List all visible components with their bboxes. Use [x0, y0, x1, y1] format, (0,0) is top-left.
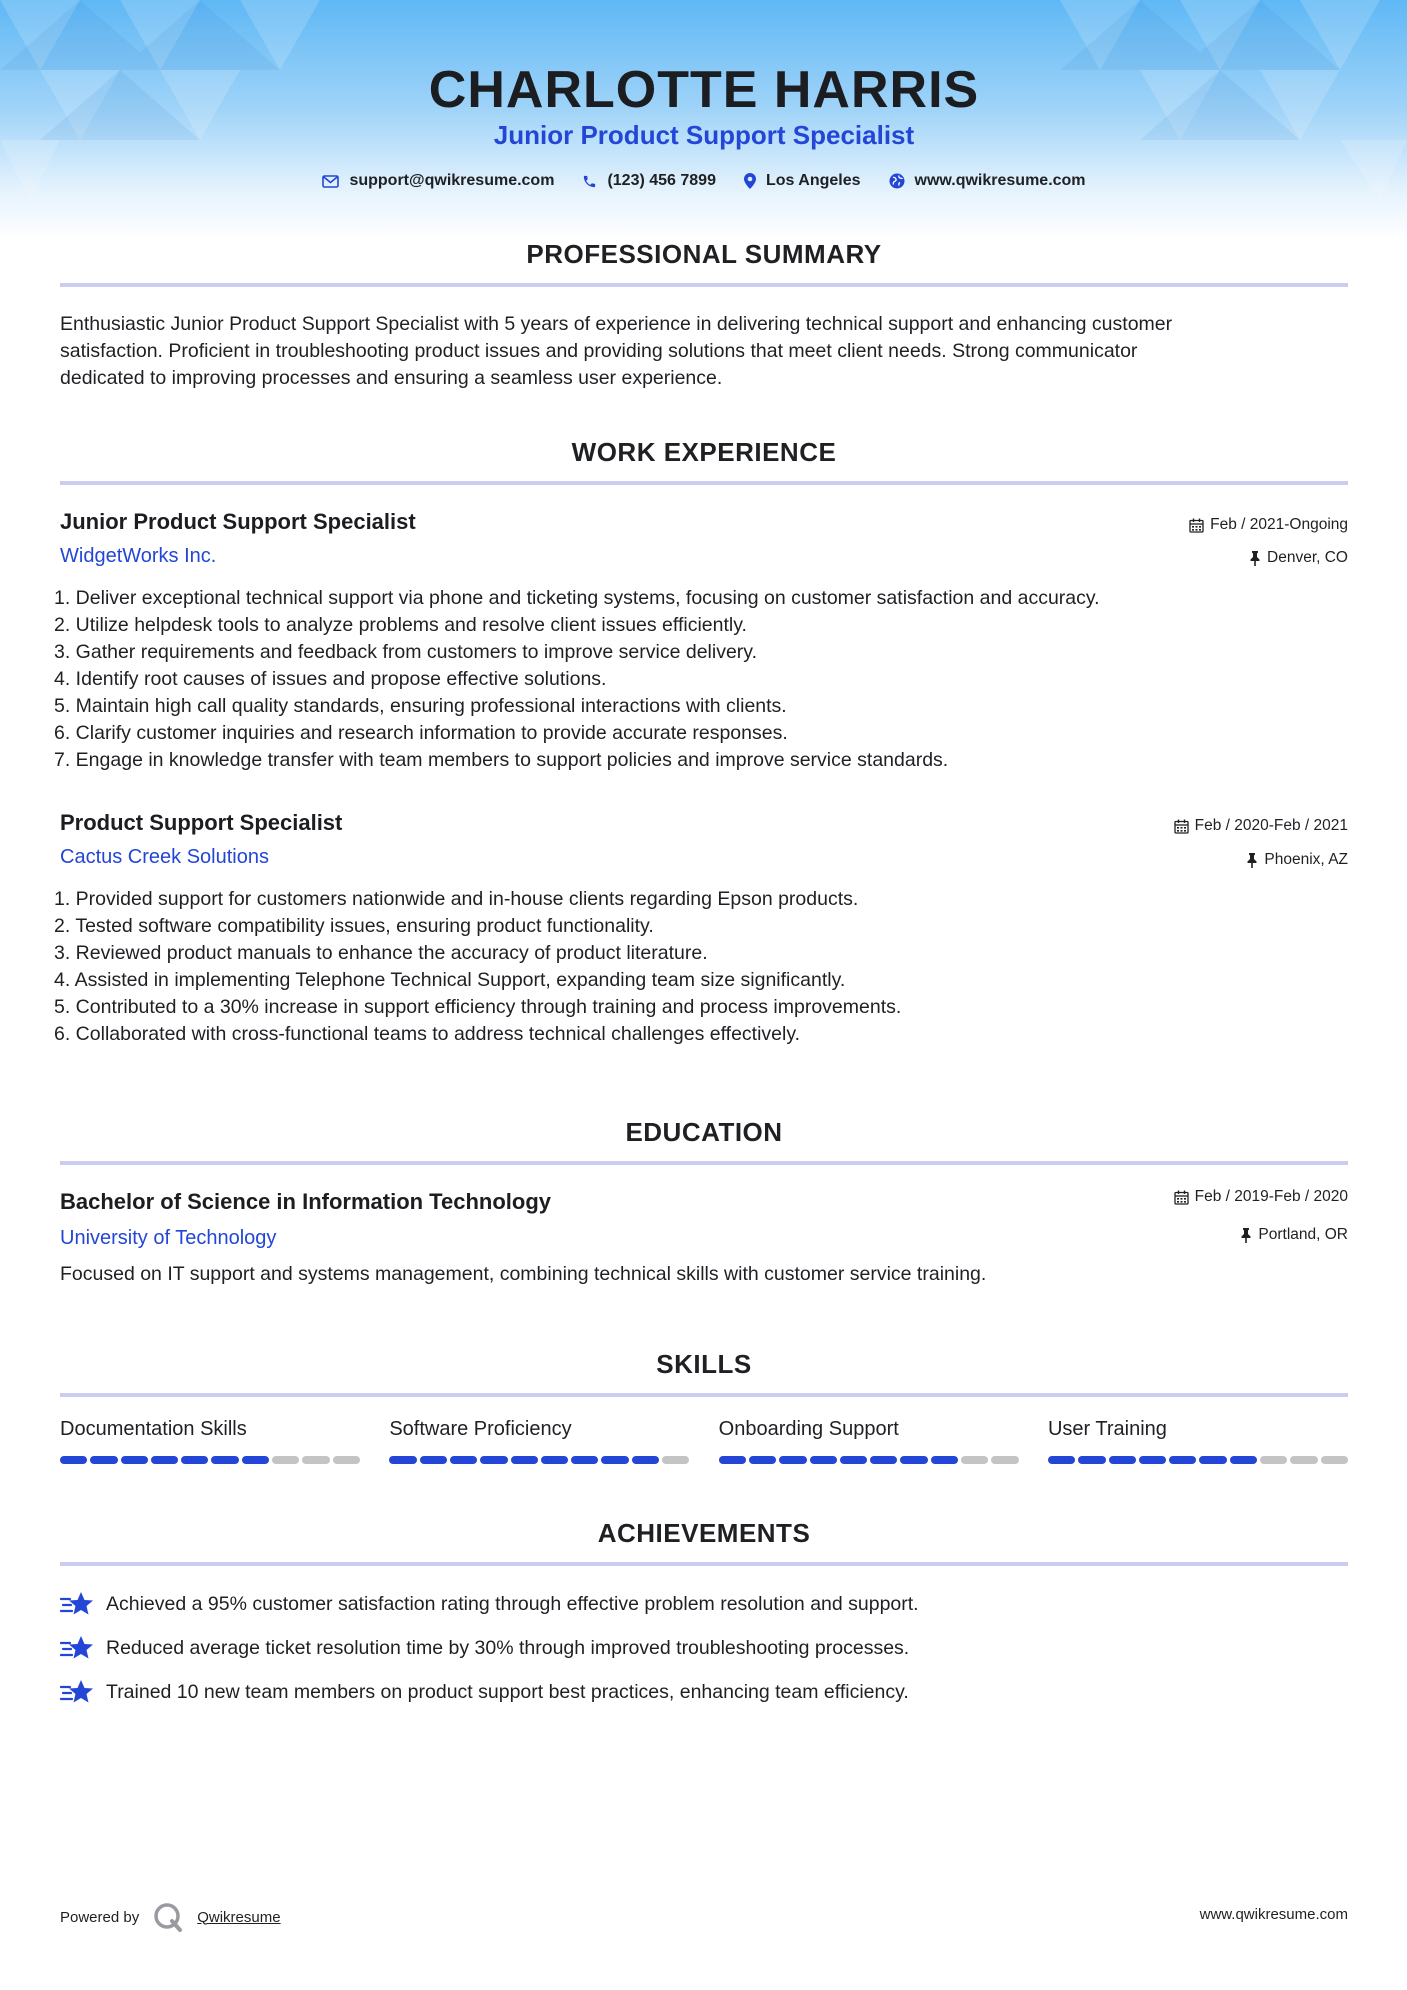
pushpin-icon [1240, 1228, 1252, 1243]
skill-segment-filled [571, 1456, 598, 1464]
brand-link[interactable]: Qwikresume [197, 1908, 281, 1926]
skill-item [60, 1418, 360, 1464]
map-pin-icon [744, 173, 756, 189]
contact-email[interactable] [322, 172, 554, 190]
skill-item [719, 1418, 1019, 1464]
list-item: 6. Collaborated with cross-functional teams to address technical challenges effectively. [54, 1023, 801, 1045]
skill-name: Software Proficiency [389, 1418, 572, 1440]
education-dates [1174, 1188, 1348, 1206]
job-responsibilities [54, 886, 1354, 1048]
skill-segment-filled [242, 1456, 269, 1464]
contact-email-text: support@qwikresume.com [349, 172, 555, 189]
skill-segment-filled [632, 1456, 659, 1464]
skill-segment-filled [511, 1456, 538, 1464]
skill-segment-empty [1260, 1456, 1287, 1464]
skill-segment-filled [810, 1456, 837, 1464]
candidate-name: CHARLOTTE HARRIS [428, 61, 980, 119]
contact-location-text: Los Angeles [765, 172, 861, 189]
list-item: 4. Identify root causes of issues and propose effective solutions. [54, 668, 607, 690]
shooting-star-icon [60, 1634, 94, 1662]
footer-powered-by [60, 1902, 281, 1932]
experience-heading: WORK EXPERIENCE [571, 437, 837, 467]
skill-name: User Training [1047, 1418, 1167, 1440]
qwikresume-logo-icon [153, 1902, 183, 1932]
skill-segment-filled [450, 1456, 477, 1464]
skill-segment-filled [1048, 1456, 1075, 1464]
job-dates-text: Feb / 2020-Feb / 2021 [1194, 817, 1348, 834]
skill-segment-empty [1290, 1456, 1317, 1464]
skill-segment-empty [1321, 1456, 1348, 1464]
skill-segment-filled [601, 1456, 628, 1464]
contact-phone-text: (123) 456 7899 [607, 172, 716, 189]
skill-segment-filled [1078, 1456, 1105, 1464]
company-name[interactable]: WidgetWorks Inc. [60, 545, 217, 567]
experience-divider [60, 481, 1348, 485]
education-heading: EDUCATION [625, 1117, 783, 1147]
skill-level-bar [389, 1456, 689, 1464]
skill-segment-filled [900, 1456, 927, 1464]
job-dates [1189, 516, 1348, 534]
skill-segment-filled [1199, 1456, 1226, 1464]
shooting-star-icon [60, 1590, 94, 1618]
skill-segment-empty [333, 1456, 360, 1464]
job-responsibilities [54, 585, 1354, 774]
skill-item [1048, 1418, 1348, 1464]
skill-segment-filled [151, 1456, 178, 1464]
list-item: 5. Contributed to a 30% increase in support efficiency through training and process improvements. [54, 996, 902, 1018]
list-item: 2. Tested software compatibility issues, ensuring product functionality. [54, 915, 654, 937]
list-item: 1. Provided support for customers nationwide and in-house clients regarding Epson products. [54, 888, 859, 910]
skill-name: Documentation Skills [60, 1418, 247, 1440]
achievement-item [60, 1634, 909, 1662]
job-location [1249, 549, 1348, 567]
pushpin-icon [1246, 853, 1258, 868]
achievements-heading: ACHIEVEMENTS [597, 1518, 811, 1548]
list-item: 1. Deliver exceptional technical support via phone and ticketing systems, focusing on customer satisfaction and accuracy. [54, 587, 1100, 609]
globe-icon [889, 173, 905, 189]
skill-segment-filled [211, 1456, 238, 1464]
skill-segment-empty [302, 1456, 329, 1464]
achievement-text: Achieved a 95% customer satisfaction rating through effective problem resolution and support. [106, 1592, 919, 1615]
skill-level-bar [1048, 1456, 1348, 1464]
achievement-text: Reduced average ticket resolution time by 30% through improved troubleshooting processes. [106, 1636, 910, 1659]
skill-segment-empty [991, 1456, 1018, 1464]
education-dates-text: Feb / 2019-Feb / 2020 [1194, 1188, 1348, 1205]
skill-segment-filled [60, 1456, 87, 1464]
candidate-title: Junior Product Support Specialist [493, 120, 915, 150]
list-item: 3. Reviewed product manuals to enhance the accuracy of product literature. [54, 942, 708, 964]
skill-segment-filled [870, 1456, 897, 1464]
contact-phone[interactable] [582, 172, 716, 190]
phone-icon [582, 174, 597, 189]
contact-bar [60, 172, 1348, 190]
job-location [1246, 851, 1348, 869]
skill-segment-filled [389, 1456, 416, 1464]
skill-segment-filled [779, 1456, 806, 1464]
skill-segment-filled [719, 1456, 746, 1464]
list-item: 7. Engage in knowledge transfer with team members to support policies and improve service standards. [54, 749, 949, 771]
skill-level-bar [60, 1456, 360, 1464]
skill-segment-filled [90, 1456, 117, 1464]
job-location-text: Denver, CO [1267, 549, 1348, 566]
list-item: 4. Assisted in implementing Telephone Technical Support, expanding team size significantly. [54, 969, 846, 991]
job-title: Product Support Specialist [60, 810, 343, 835]
powered-by-label: Powered by [60, 1908, 140, 1926]
skill-segment-filled [1230, 1456, 1257, 1464]
pushpin-icon [1249, 551, 1261, 566]
job-location-text: Phoenix, AZ [1264, 851, 1348, 868]
education-location-text: Portland, OR [1258, 1226, 1348, 1243]
school-name[interactable]: University of Technology [60, 1227, 277, 1249]
skill-segment-filled [1169, 1456, 1196, 1464]
summary-line: Enthusiastic Junior Product Support Specialist with 5 years of experience in delivering technical support and enhancing customer [60, 313, 1173, 335]
contact-website-text: www.qwikresume.com [914, 172, 1086, 189]
list-item: 5. Maintain high call quality standards, ensuring professional interactions with clients. [54, 695, 787, 717]
skill-segment-filled [931, 1456, 958, 1464]
calendar-icon [1174, 1190, 1189, 1205]
calendar-icon [1174, 819, 1189, 834]
skill-name: Onboarding Support [718, 1418, 899, 1440]
skill-level-bar [719, 1456, 1019, 1464]
education-divider [60, 1161, 1348, 1165]
calendar-icon [1189, 518, 1204, 533]
contact-location [744, 172, 861, 190]
skill-segment-filled [181, 1456, 208, 1464]
skill-item [389, 1418, 689, 1464]
skill-segment-filled [840, 1456, 867, 1464]
contact-website[interactable] [889, 172, 1086, 190]
education-description: Focused on IT support and systems management, combining technical skills with customer service training. [60, 1263, 987, 1285]
degree-title: Bachelor of Science in Information Technology [60, 1189, 551, 1214]
skills-heading: SKILLS [656, 1349, 752, 1379]
achievement-item [60, 1678, 909, 1706]
job-dates-text: Feb / 2021-Ongoing [1210, 516, 1348, 533]
footer-website[interactable]: www.qwikresume.com [1199, 1906, 1348, 1923]
skill-segment-filled [420, 1456, 447, 1464]
summary-text [60, 311, 1348, 392]
summary-line: dedicated to improving processes and ensuring a seamless user experience. [60, 367, 723, 389]
skills-divider [60, 1393, 1348, 1397]
skills-list [60, 1418, 1348, 1464]
list-item: 3. Gather requirements and feedback from customers to improve service delivery. [54, 641, 758, 663]
education-location [1240, 1226, 1348, 1244]
summary-divider [60, 283, 1348, 287]
summary-line: satisfaction. Proficient in troubleshooting product issues and providing solutions that meet client needs. Strong communicator [60, 340, 1138, 362]
achievements-divider [60, 1562, 1348, 1566]
skill-segment-filled [749, 1456, 776, 1464]
summary-heading: PROFESSIONAL SUMMARY [526, 239, 882, 269]
company-name[interactable]: Cactus Creek Solutions [60, 846, 269, 868]
skill-segment-empty [662, 1456, 689, 1464]
job-dates [1174, 817, 1348, 835]
envelope-icon [322, 175, 339, 188]
skill-segment-empty [961, 1456, 988, 1464]
skill-segment-filled [1109, 1456, 1136, 1464]
achievement-text: Trained 10 new team members on product support best practices, enhancing team efficiency. [106, 1680, 909, 1703]
skill-segment-filled [541, 1456, 568, 1464]
list-item: 2. Utilize helpdesk tools to analyze problems and resolve client issues efficiently. [54, 614, 747, 636]
achievement-item [60, 1590, 919, 1618]
shooting-star-icon [60, 1678, 94, 1706]
skill-segment-empty [272, 1456, 299, 1464]
job-title: Junior Product Support Specialist [60, 509, 416, 534]
list-item: 6. Clarify customer inquiries and research information to provide accurate responses. [54, 722, 788, 744]
skill-segment-filled [121, 1456, 148, 1464]
skill-segment-filled [480, 1456, 507, 1464]
skill-segment-filled [1139, 1456, 1166, 1464]
